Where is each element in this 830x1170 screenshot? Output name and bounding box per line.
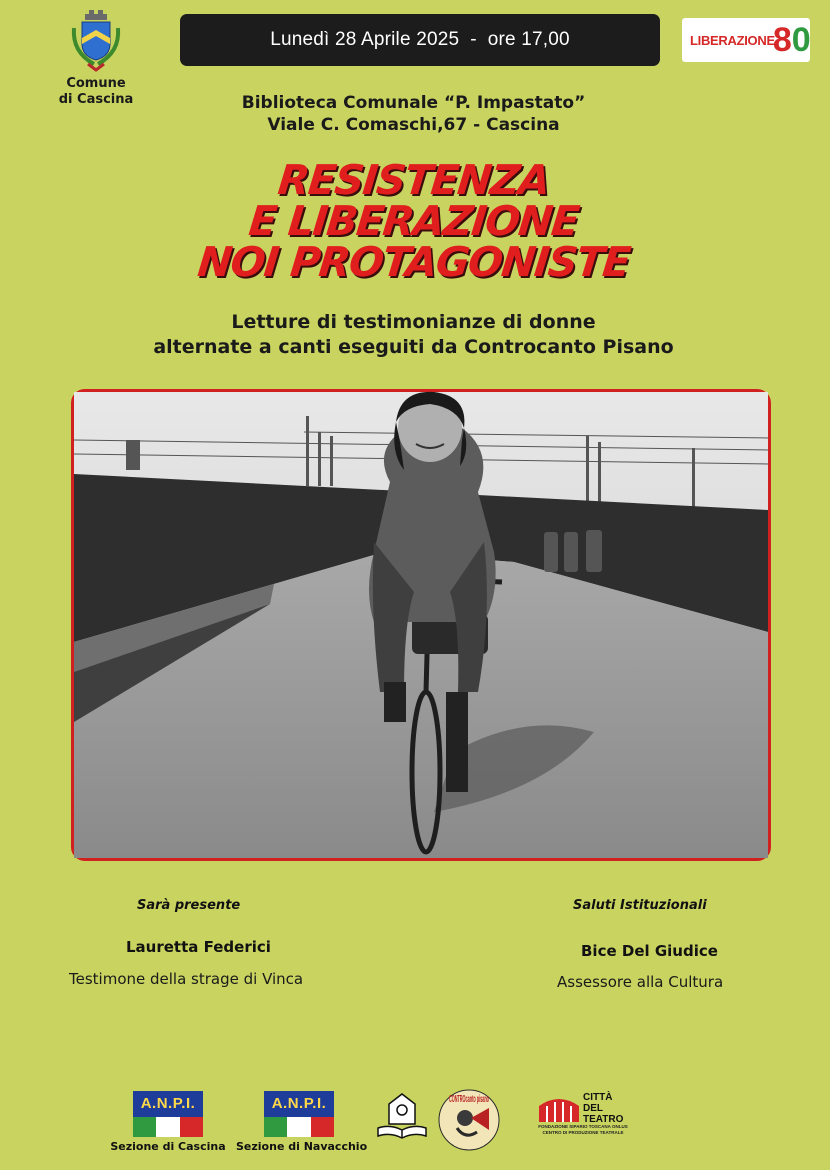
controcanto-logo-text: CONTROcanto pisano [449,1094,489,1105]
woman-on-bicycle-photo [74,392,768,858]
anpi-navacchio-logo [264,1091,334,1137]
date-time-text: Lunedì 28 Aprile 2025 - ore 17,00 [270,29,570,50]
italian-flag-icon [264,1117,334,1137]
venue-name: Biblioteca Comunale “P. Impastato” [241,93,586,113]
teatro-name-line2: TEATRO [583,1114,624,1125]
title-line-3: NOI PROTAGONISTE [195,238,632,286]
event-subtitle [0,310,827,360]
comune-line1: Comune [66,76,126,91]
cascina-crest-icon [68,8,124,76]
title-line-1: RESISTENZA [275,156,552,204]
controcanto-megaphone-icon [437,1088,501,1152]
teatro-sub-line1: FONDAZIONE SIPARIO TOSCANA ONLUS [538,1124,628,1129]
anpi-cascina-logo [133,1091,203,1137]
library-logo [375,1090,429,1146]
guest-left-role: Testimone della strage di Vinca [69,970,304,988]
teatro-name [583,1092,629,1125]
teatro-sub-line2: CENTRO DI PRODUZIONE TEATRALE [542,1130,624,1135]
liberazione-80-logo [682,18,810,62]
liberazione-logo-digit-8: 8 [772,21,792,59]
theatre-tent-icon [537,1092,581,1124]
guest-right-role: Assessore alla Cultura [557,973,724,991]
library-book-icon [375,1090,429,1146]
historical-photo [71,389,771,861]
event-title [0,156,827,286]
liberazione-logo-word: LIBERAZIONE [690,32,775,48]
anpi-cascina-label: Sezione di Cascina [110,1140,226,1153]
controcanto-pisano-logo [437,1088,501,1152]
anpi-navacchio-label: Sezione di Navacchio [236,1140,368,1153]
anpi-cascina-text: A.N.P.I. [133,1091,203,1117]
liberazione-logo-digit-0: 0 [791,21,811,59]
italian-flag-icon [133,1117,203,1137]
guest-left-name: Lauretta Federici [126,938,271,956]
teatro-subtitle [537,1124,629,1136]
comune-line2: di Cascina [58,92,134,107]
guest-left-heading: Sarà presente [137,898,241,913]
liberazione-logo-number [773,20,811,60]
subtitle-line-1: Letture di testimonianze di donne [231,311,596,333]
teatro-name-line1: CITTÀ DEL [583,1092,613,1114]
guest-right-name: Bice Del Giudice [581,942,718,960]
anpi-navacchio-text: A.N.P.I. [264,1091,334,1117]
title-line-2: E LIBERAZIONE [246,197,581,245]
citta-del-teatro-logo [537,1092,629,1146]
venue-address: Viale C. Comaschi,67 - Cascina [267,115,560,135]
guest-right-heading: Saluti Istituzionali [573,898,707,913]
subtitle-line-2: alternate a canti eseguiti da Controcanto Pisano [153,336,674,358]
venue-block [0,92,827,136]
date-time-banner [180,14,660,66]
